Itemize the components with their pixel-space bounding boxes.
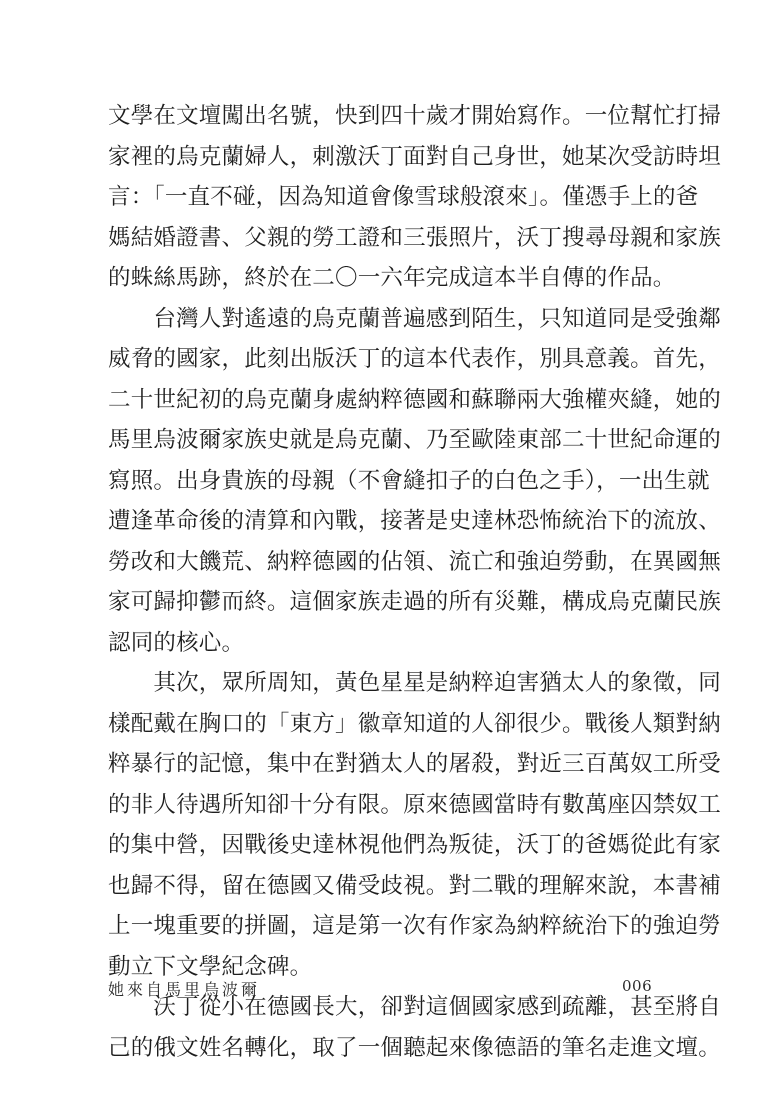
text-line: 上一塊重要的拼圖，這是第一次有作家為納粹統治下的強迫勞 (108, 913, 721, 939)
text-line: 寫照。出身貴族的母親（不會縫扣子的白色之手），一出生就 (108, 467, 710, 494)
text-line: 的蛛絲馬跡，終於在二〇一六年完成這本半自傳的作品。 (108, 265, 676, 291)
body-text (108, 96, 721, 1068)
text-line: 馬里烏波爾家族史就是烏克蘭、乃至歐陸東部二十世紀命運的 (108, 427, 721, 453)
text-line: 家可歸抑鬱而終。這個家族走過的所有災難，構成烏克蘭民族 (108, 589, 721, 615)
text-line: 粹暴行的記憶，集中在對猶太人的屠殺，對近三百萬奴工所受 (108, 751, 721, 777)
text-line: 媽結婚證書、父親的勞工證和三張照片，沃丁搜尋母親和家族 (108, 224, 721, 251)
text-line: 己的俄文姓名轉化，取了一個聽起來像德語的筆名走進文壇。 (108, 1034, 721, 1061)
text-line: 言：「一直不碰，因為知道會像雪球般滾來」。僅憑手上的爸 (108, 184, 699, 210)
text-line: 認同的核心。 (108, 629, 245, 656)
text-line: 勞改和大饑荒、納粹德國的佔領、流亡和強迫勞動，在異國無 (108, 548, 721, 575)
text-line: 樣配戴在胸口的「東方」徽章知道的人卻很少。戰後人類對納 (108, 710, 721, 737)
text-line: 威脅的國家，此刻出版沃丁的這本代表作，別具意義。首先， (108, 346, 721, 372)
text-line: 也歸不得，留在德國又備受歧視。對二戰的理解來說，本書補 (108, 872, 721, 899)
text-line: 台灣人對遙遠的烏克蘭普遍感到陌生，只知道同是受強鄰 (108, 305, 721, 332)
text-line: 文學在文壇闖出名號，快到四十歲才開始寫作。一位幫忙打掃 (108, 103, 721, 129)
text-line: 其次，眾所周知，黃色星星是納粹迫害猶太人的象徵，同 (108, 670, 721, 696)
page-number: 006 (622, 977, 653, 995)
text-line: 沃丁從小在德國長大，卻對這個國家感到疏離，甚至將自 (108, 994, 721, 1020)
text-line: 遭逢革命後的清算和內戰，接著是史達林恐怖統治下的流放、 (108, 508, 721, 534)
running-footer-title: 她來自馬里烏波爾 (108, 980, 261, 999)
text-line: 的集中營，因戰後史達林視他們為叛徒，沃丁的爸媽從此有家 (108, 832, 721, 858)
text-line: 二十世紀初的烏克蘭身處納粹德國和蘇聯兩大強權夾縫，她的 (108, 386, 721, 413)
text-line: 家裡的烏克蘭婦人，刺激沃丁面對自己身世，她某次受訪時坦 (108, 143, 721, 170)
text-line: 的非人待遇所知卻十分有限。原來德國當時有數萬座囚禁奴工 (108, 791, 721, 818)
text-line: 動立下文學紀念碑。 (108, 953, 313, 980)
